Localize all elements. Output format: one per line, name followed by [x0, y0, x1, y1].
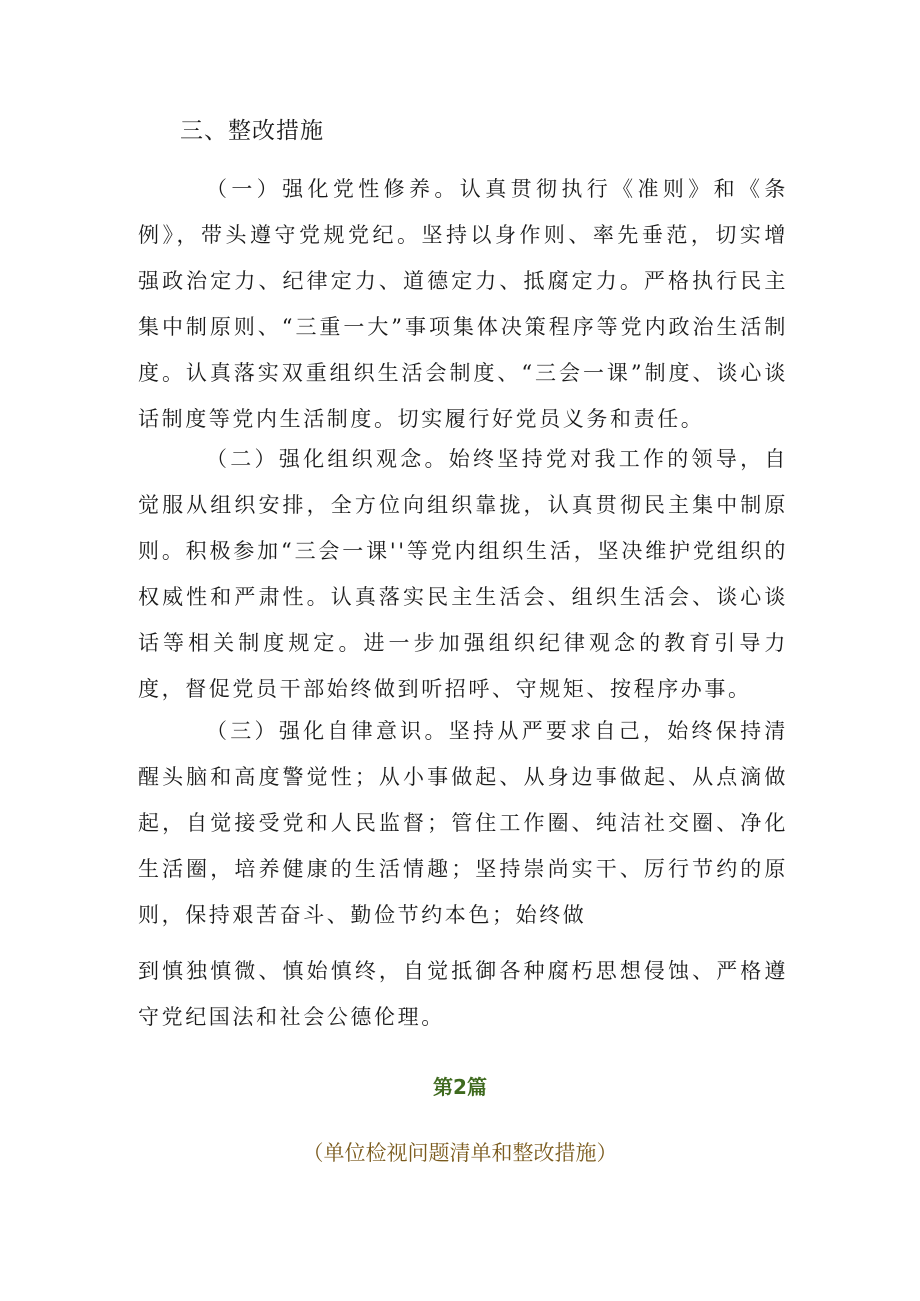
paragraph-self-discipline: （三）强化自律意识。坚持从严要求自己，始终保持清醒头脑和高度警觉性；从小事做起、从身边事做起、从点滴做起，自觉接受党和人民监督；管住工作圈、纯洁社交圈、净化生活圈，培养健康的生活情趣；坚持崇尚实干、厉行节约的原则，保持艰苦奋斗、勤俭节约本色；始终做: [138, 719, 788, 927]
article-number: 第2篇: [433, 1075, 487, 1099]
paragraph-organization: （二）强化组织观念。始终坚持党对我工作的领导，自觉服从组织安排，全方位向组织靠拢，认真贯彻民主集中制原则。积极参加“三会一课''等党内组织生活，坚决维护党组织的权威性和严肃性。认真落实民主生活会、组织生活会、谈心谈话等相关制度规定。进一步加强组织纪律观念的教育引导力度，督促党员干部始终做到听招呼、守规矩、按程序办事。: [138, 447, 788, 701]
section-heading: 三、整改措施: [180, 118, 324, 144]
article-title: （单位检视问题清单和整改措施）: [302, 1141, 618, 1165]
paragraph-self-discipline-continued: 到慎独慎微、慎始慎终，自觉抵御各种腐朽思想侵蚀、严格遵守党纪国法和社会公德伦理。: [138, 959, 788, 1029]
paragraph-party-spirit: （一）强化党性修养。认真贯彻执行《准则》和《条例》，带头遵守党规党纪。坚持以身作则、率先垂范，切实增强政治定力、纪律定力、道德定力、抵腐定力。严格执行民主集中制原则、“三重一大”事项集体决策程序等党内政治生活制度。认真落实双重组织生活会制度、“三会一课”制度、谈心谈话制度等党内生活制度。切实履行好党员义务和责任。: [138, 177, 788, 431]
